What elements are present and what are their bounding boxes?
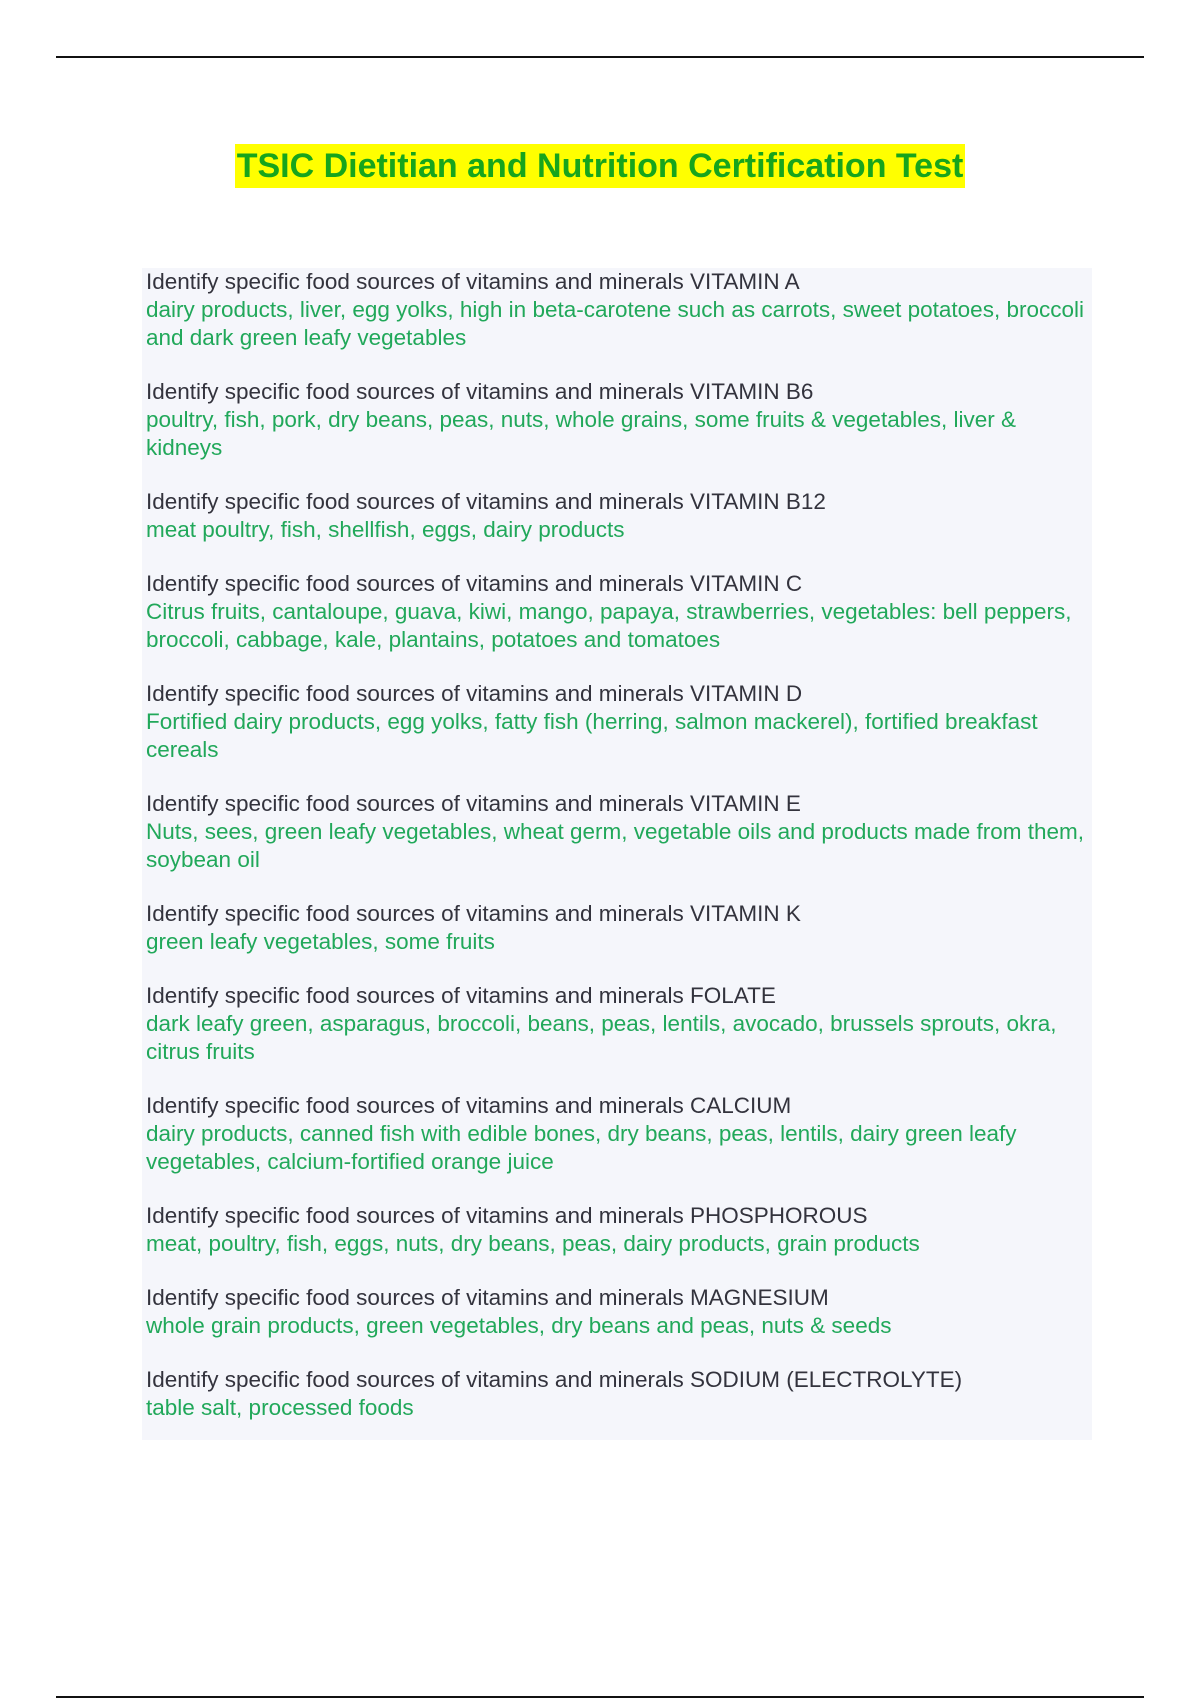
question-text: Identify specific food sources of vitamins and minerals CALCIUM [146,1093,792,1118]
answer-text: meat, poultry, fish, eggs, nuts, dry beans, peas, dairy products, grain products [146,1231,920,1256]
qa-item-folate [146,982,1088,1066]
answer-text: dairy products, canned fish with edible bones, dry beans, peas, lentils, dairy green leafy vegetables, calcium-fortified orange juice [146,1121,1017,1174]
answer-text: poultry, fish, pork, dry beans, peas, nuts, whole grains, some fruits & vegetables, liver & kidneys [146,407,1016,460]
qa-item-vitamin-d [146,680,1088,764]
question-text: Identify specific food sources of vitamins and minerals FOLATE [146,983,776,1008]
answer-text: dairy products, liver, egg yolks, high in beta-carotene such as carrots, sweet potatoes, broccoli and dark green leafy vegetables [146,297,1084,350]
qa-item-vitamin-a [146,268,1088,352]
document-title: TSIC Dietitian and Nutrition Certification Test [235,144,966,188]
question-text: Identify specific food sources of vitamins and minerals VITAMIN B12 [146,489,826,514]
question-text: Identify specific food sources of vitamins and minerals MAGNESIUM [146,1285,829,1310]
answer-text: whole grain products, green vegetables, dry beans and peas, nuts & seeds [146,1313,892,1338]
question-text: Identify specific food sources of vitamins and minerals VITAMIN K [146,901,801,926]
qa-item-vitamin-c [146,570,1088,654]
qa-item-phosphorous [146,1202,1088,1258]
qa-item-vitamin-k [146,900,1088,956]
footer-rule [56,1696,1144,1698]
question-text: Identify specific food sources of vitamins and minerals VITAMIN E [146,791,801,816]
answer-text: meat poultry, fish, shellfish, eggs, dairy products [146,517,625,542]
question-text: Identify specific food sources of vitamins and minerals VITAMIN C [146,571,803,596]
header-rule [56,56,1144,58]
qa-item-vitamin-b6 [146,378,1088,462]
qa-panel [142,268,1092,1440]
answer-text: dark leafy green, asparagus, broccoli, beans, peas, lentils, avocado, brussels sprouts, okra, citrus fruits [146,1011,1057,1064]
title-area [0,144,1200,188]
answer-text: green leafy vegetables, some fruits [146,929,495,954]
answer-text: table salt, processed foods [146,1395,414,1420]
qa-item-vitamin-e [146,790,1088,874]
question-text: Identify specific food sources of vitamins and minerals PHOSPHOROUS [146,1203,868,1228]
qa-item-magnesium [146,1284,1088,1340]
question-text: Identify specific food sources of vitamins and minerals VITAMIN B6 [146,379,814,404]
question-text: Identify specific food sources of vitamins and minerals VITAMIN D [146,681,803,706]
answer-text: Citrus fruits, cantaloupe, guava, kiwi, mango, papaya, strawberries, vegetables: bell peppers, broccoli, cabbage, kale, plantains, potatoes and tomatoes [146,599,1072,652]
qa-item-vitamin-b12 [146,488,1088,544]
answer-text: Fortified dairy products, egg yolks, fatty fish (herring, salmon mackerel), fortified breakfast cereals [146,709,1038,762]
answer-text: Nuts, sees, green leafy vegetables, wheat germ, vegetable oils and products made from them, soybean oil [146,819,1085,872]
question-text: Identify specific food sources of vitamins and minerals SODIUM (ELECTROLYTE) [146,1367,963,1392]
qa-item-calcium [146,1092,1088,1176]
qa-item-sodium [146,1366,1088,1422]
question-text: Identify specific food sources of vitamins and minerals VITAMIN A [146,269,800,294]
